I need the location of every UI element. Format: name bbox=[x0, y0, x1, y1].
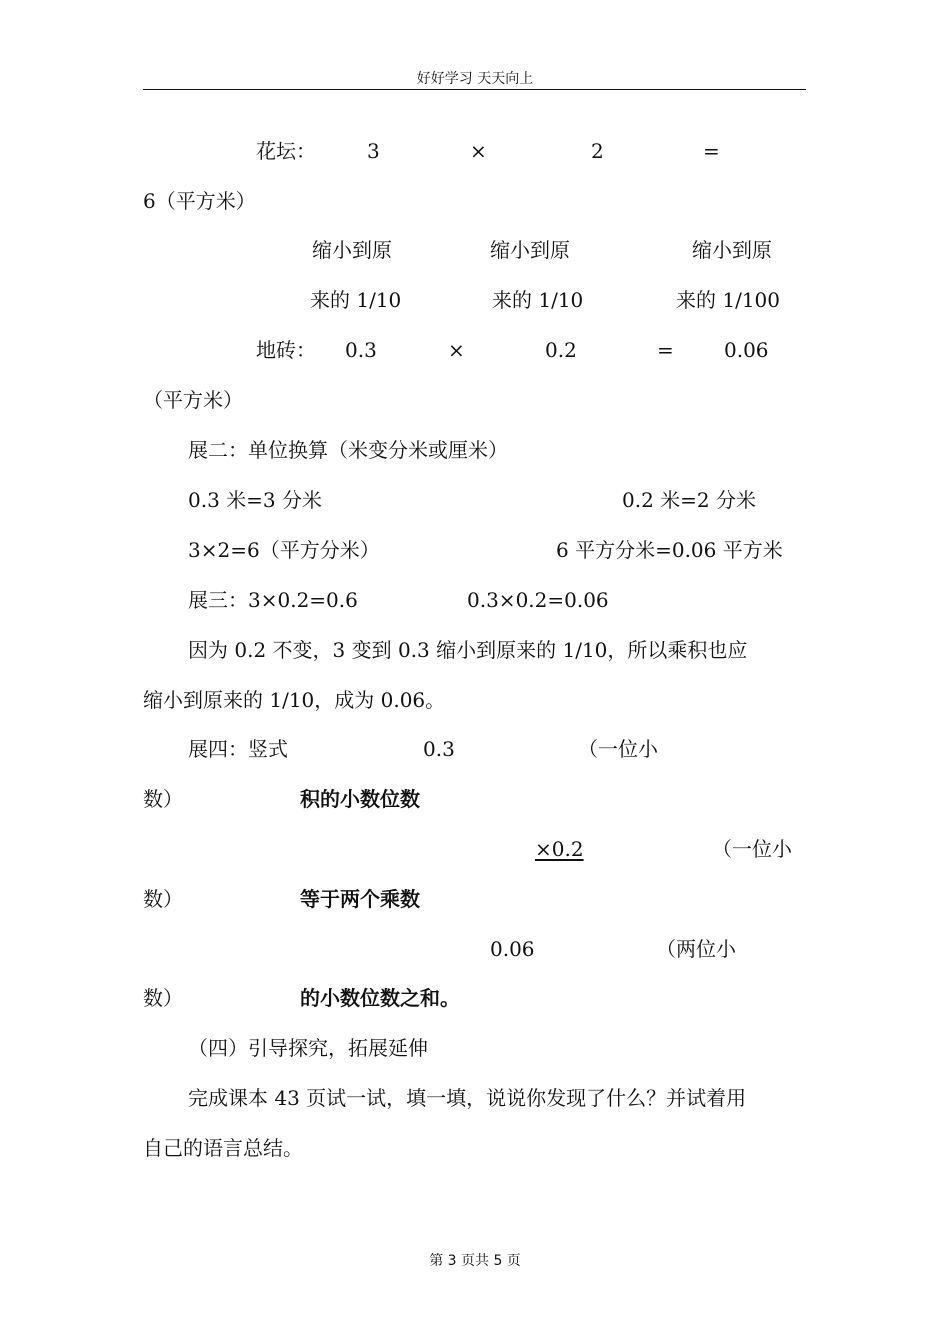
note-two-decimal: （两位小 bbox=[656, 937, 736, 961]
explanation-line-1: 因为 0.2 不变，3 变到 0.3 缩小到原来的 1/10，所以乘积也应 bbox=[188, 638, 748, 662]
tile-times: × bbox=[448, 338, 465, 362]
flowerbed-factor-2: 2 bbox=[591, 139, 604, 163]
flowerbed-times: × bbox=[470, 139, 487, 163]
rule-text-1: 积的小数位数 bbox=[300, 787, 420, 811]
note-two-decimal-cont: 数） bbox=[143, 986, 183, 1010]
flowerbed-label: 花坛： bbox=[256, 139, 316, 163]
vertical-factor-1: 0.3 bbox=[423, 737, 455, 761]
note-one-decimal-2-cont: 数） bbox=[143, 887, 183, 911]
annotation-ratio-2: 来的 1/10 bbox=[492, 288, 584, 312]
tile-label: 地砖： bbox=[256, 338, 316, 362]
task-line-1: 完成课本 43 页试一试，填一填，说说你发现了什么？并试着用 bbox=[188, 1086, 747, 1110]
task-line-2: 自己的语言总结。 bbox=[143, 1136, 303, 1160]
annotation-shrink-3: 缩小到原 bbox=[692, 238, 772, 262]
note-one-decimal-1-cont: 数） bbox=[143, 787, 183, 811]
note-one-decimal-1: （一位小 bbox=[578, 737, 658, 761]
annotation-ratio-3: 来的 1/100 bbox=[676, 288, 780, 312]
rule-text-2: 等于两个乘数 bbox=[300, 887, 420, 911]
tile-factor-1: 0.3 bbox=[345, 338, 377, 362]
tile-equals: = bbox=[657, 338, 674, 362]
tile-product: 0.06 bbox=[724, 338, 769, 362]
annotation-shrink-2: 缩小到原 bbox=[490, 238, 570, 262]
conversion-product: 3×2=6（平方分米） bbox=[188, 538, 380, 562]
explanation-line-2: 缩小到原来的 1/10，成为 0.06。 bbox=[143, 688, 446, 712]
conversion-1: 0.3 米=3 分米 bbox=[188, 488, 323, 512]
header-rule bbox=[143, 89, 806, 90]
section-three-eq-1: 展三：3×0.2=0.6 bbox=[188, 588, 358, 612]
tile-unit: （平方米） bbox=[143, 388, 243, 412]
page-footer: 第 3 页共 5 页 bbox=[429, 1253, 521, 1269]
tile-factor-2: 0.2 bbox=[545, 338, 577, 362]
section-three-eq-2: 0.3×0.2=0.06 bbox=[467, 588, 609, 612]
rule-text-3: 的小数位数之和。 bbox=[300, 986, 460, 1010]
conversion-2: 0.2 米=2 分米 bbox=[622, 488, 757, 512]
section-four-heading: （四）引导探究，拓展延伸 bbox=[188, 1036, 428, 1060]
flowerbed-factor-1: 3 bbox=[367, 139, 380, 163]
section-unit-conversion: 展二：单位换算（米变分米或厘米） bbox=[188, 438, 508, 462]
annotation-ratio-1: 来的 1/10 bbox=[310, 288, 402, 312]
conversion-result: 6 平方分米=0.06 平方米 bbox=[556, 538, 783, 562]
page-header: 好好学习 天天向上 bbox=[416, 71, 534, 87]
annotation-shrink-1: 缩小到原 bbox=[312, 238, 392, 262]
vertical-factor-2: ×0.2 bbox=[535, 837, 584, 861]
vertical-product: 0.06 bbox=[490, 937, 535, 961]
note-one-decimal-2: （一位小 bbox=[712, 837, 792, 861]
flowerbed-equals: = bbox=[703, 139, 720, 163]
flowerbed-result: 6（平方米） bbox=[143, 189, 256, 213]
section-four-label: 展四：竖式 bbox=[188, 737, 288, 761]
